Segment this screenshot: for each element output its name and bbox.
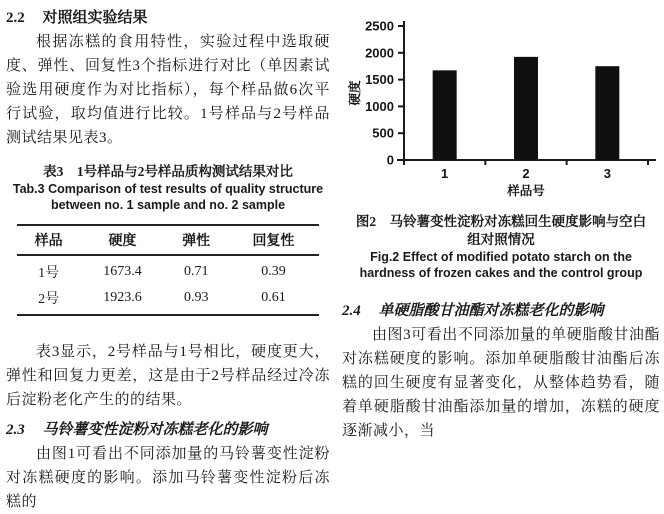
table3-quality-results xyxy=(17,224,319,316)
section-number: 2.2 xyxy=(6,10,25,26)
y-tick-label: 2000 xyxy=(365,45,394,61)
table3-column-header: 样品 xyxy=(34,234,63,249)
section-2-2-heading xyxy=(6,8,330,28)
y-tick-label: 0 xyxy=(386,152,394,168)
section-title: 单硬脂酸甘油酯对冻糕老化的影响 xyxy=(378,303,604,319)
y-axis-title: 硬度 xyxy=(348,80,362,106)
table3-cell: 0.71 xyxy=(183,264,209,279)
figure2-chart-area xyxy=(342,12,660,207)
table3-cell: 1号 xyxy=(38,266,60,281)
right-column xyxy=(342,0,660,443)
section-title: 马铃薯变性淀粉对冻糕老化的影响 xyxy=(42,422,268,438)
table3-column-header: 弹性 xyxy=(182,234,211,249)
y-tick-label: 2500 xyxy=(365,18,394,34)
x-axis-title: 样品号 xyxy=(507,184,545,198)
table3-cell: 0.61 xyxy=(261,290,286,305)
table3-caption-zh: 表3 1号样品与2号样品质构测试结果对比 xyxy=(43,164,293,179)
bar-sample-1 xyxy=(433,70,457,160)
table3-caption-en: Tab.3 Comparison of test results of quality structure between no. 1 sample and no. 2 sample xyxy=(12,182,324,212)
y-tick-label: 1500 xyxy=(365,72,394,88)
table3-column-header: 回复性 xyxy=(252,234,295,249)
y-tick-label: 1000 xyxy=(365,98,394,114)
table3-row xyxy=(17,285,319,315)
section-2-4-heading xyxy=(342,301,660,321)
section-title: 对照组实验结果 xyxy=(42,10,148,26)
section-number: 2.4 xyxy=(342,303,361,319)
table3-body xyxy=(17,255,319,315)
bar-sample-3 xyxy=(595,66,619,160)
figure2-bar-chart xyxy=(342,12,660,202)
figure2-caption-en: Fig.2 Effect of modified potato starch on the hardness of frozen cakes and the control group xyxy=(359,250,643,280)
paragraph-glyceryl-monostearate: 由图3可看出不同添加量的单硬脂酸甘油酯对冻糕硬度的影响。添加单硬脂酸甘油酯后冻糕的回生硬度有显著变化，从整体趋势看，随着单硬脂酸甘油酯添加量的增加，冻糕的硬度逐渐减小，当 xyxy=(342,327,660,439)
x-tick-label: 2 xyxy=(522,166,530,181)
section-number: 2.3 xyxy=(6,422,25,438)
figure2-caption-zh: 图2 马铃薯变性淀粉对冻糕回生硬度影响与空白组对照情况 xyxy=(355,214,647,247)
table3-cell: 0.39 xyxy=(261,264,286,279)
x-tick-label: 1 xyxy=(441,166,449,181)
table3-row xyxy=(17,255,319,285)
section-2-3-heading xyxy=(6,420,330,440)
bar-sample-2 xyxy=(514,57,538,160)
table3-cell: 1923.6 xyxy=(103,290,142,305)
table3-column-header: 硬度 xyxy=(108,234,137,249)
table3-header xyxy=(17,225,319,255)
x-tick-label: 3 xyxy=(603,166,611,181)
paragraph-control-group: 根据冻糕的食用特性，实验过程中选取硬度、弹性、回复性3个指标进行对比（单因素试验选用硬度作为对比指标），每个样品做6次平行试验，取均值进行比较。1号样品与2号样品测试结果见表3。 xyxy=(6,34,330,146)
paragraph-table3-discussion: 表3显示，2号样品与1号相比，硬度更大，弹性和回复力更差，这是由于2号样品经过冷冻后淀粉老化产生的的结果。 xyxy=(6,344,330,408)
table3-cell: 0.93 xyxy=(183,290,209,305)
y-tick-label: 500 xyxy=(372,125,394,141)
left-column xyxy=(6,0,330,514)
paragraph-potato-starch: 由图1可看出不同添加量的马铃薯变性淀粉对冻糕硬度的影响。添加马铃薯变性淀粉后冻糕的 xyxy=(6,446,330,510)
table3-cell: 2号 xyxy=(38,292,60,307)
table3-cell: 1673.4 xyxy=(103,264,142,279)
